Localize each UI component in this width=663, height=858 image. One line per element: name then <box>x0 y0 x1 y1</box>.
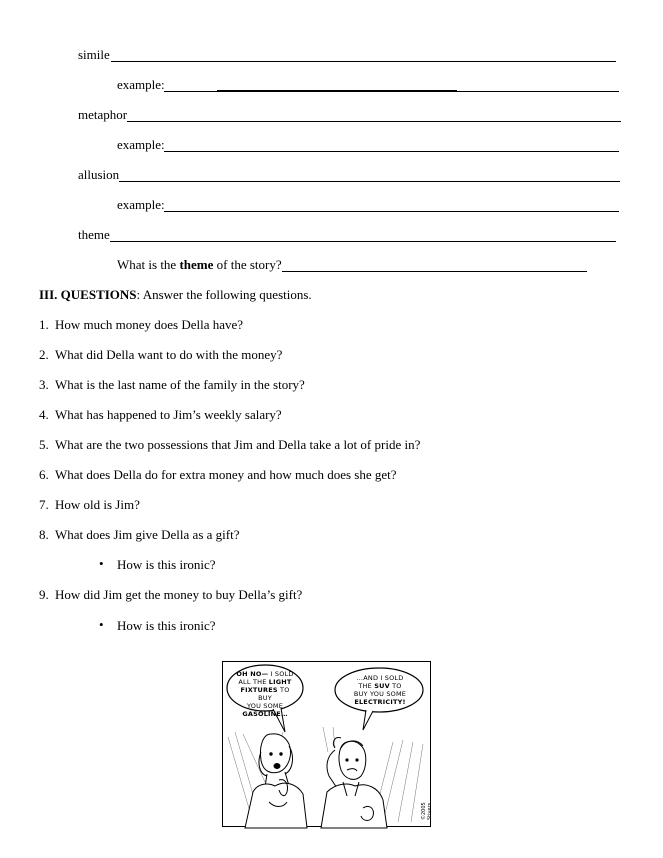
simile-label: simile <box>78 47 110 62</box>
question-4: 4. What has happened to Jim’s weekly salary? <box>39 407 282 422</box>
comic-signature: ©2005 Stivers <box>421 802 433 820</box>
metaphor-example-label: example: <box>117 137 165 152</box>
metaphor-example-blank[interactable] <box>164 151 619 152</box>
right-speech-bubble: …AND I SOLD THE SUV TO BUY YOU SOME ELECTRICITY! <box>353 674 407 706</box>
simile-blank[interactable] <box>111 61 616 62</box>
simile-example-blank-overlay <box>217 90 457 91</box>
metaphor-label: metaphor <box>78 107 128 122</box>
question-9: 9. How did Jim get the money to buy Della’s gift? <box>39 587 303 602</box>
theme-blank[interactable] <box>110 241 616 242</box>
allusion-example-label: example: <box>117 197 165 212</box>
theme-question: What is the theme of the story? <box>117 257 282 272</box>
simile-example-label: example: <box>117 77 165 92</box>
question-7: 7. How old is Jim? <box>39 497 140 512</box>
left-speech-bubble: OH NO— I SOLD ALL THE LIGHT FIXTURES TO BUY YOU SOME GASOLINE… <box>236 670 294 718</box>
theme-question-blank[interactable] <box>282 271 587 272</box>
theme-label: theme <box>78 227 110 242</box>
section-heading: III. QUESTIONS: Answer the following questions. <box>39 287 312 302</box>
question-8-sub: How is this ironic? <box>117 557 216 572</box>
allusion-label: allusion <box>78 167 120 182</box>
question-6: 6. What does Della do for extra money and how much does she get? <box>39 467 397 482</box>
bullet-icon: • <box>99 617 104 632</box>
question-9-sub: How is this ironic? <box>117 618 216 633</box>
comic-strip <box>222 661 431 827</box>
bullet-icon: • <box>99 556 104 571</box>
question-8: 8. What does Jim give Della as a gift? <box>39 527 240 542</box>
allusion-example-blank[interactable] <box>164 211 619 212</box>
metaphor-blank[interactable] <box>127 121 621 122</box>
question-2: 2. What did Della want to do with the money? <box>39 347 283 362</box>
question-3: 3. What is the last name of the family in the story? <box>39 377 305 392</box>
question-1: 1. How much money does Della have? <box>39 317 244 332</box>
allusion-blank[interactable] <box>119 181 620 182</box>
question-5: 5. What are the two possessions that Jim and Della take a lot of pride in? <box>39 437 421 452</box>
simile-example-blank[interactable] <box>164 91 619 92</box>
